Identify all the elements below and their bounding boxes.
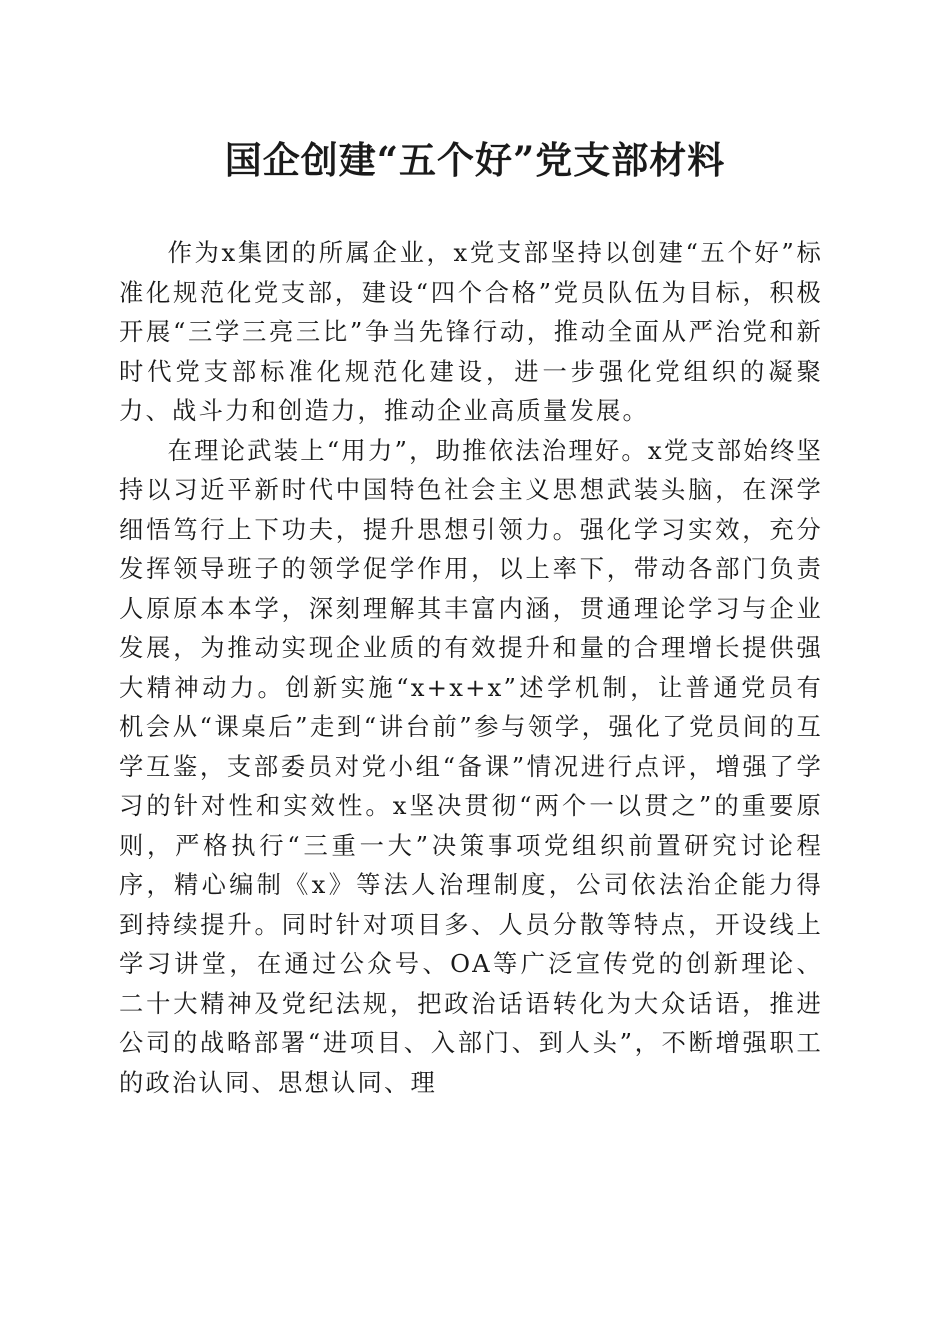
paragraph-theory: 在理论武装上“用力”，助推依法治理好。x党支部始终坚持以习近平新时代中国特色社会主义思想武装头脑，在深学细悟笃行上下功夫，提升思想引领力。强化学习实效，充分发挥领导班子的领学促学作用，以上率下，带动各部门负责人原原本本学，深刻理解其丰富内涵，贯通理论学习与企业发展，为推动实现企业质的有效提升和量的合理增长提供强大精神动力。创新实施“x+x+x”述学机制，让普通党员有机会从“课桌后”走到“讲台前”参与领学，强化了党员间的互学互鉴，支部委员对党小组“备课”情况进行点评，增强了学习的针对性和实效性。x坚决贯彻“两个一以贯之”的重要原则，严格执行“三重一大”决策事项党组织前置研究讨论程序，精心编制《x》等法人治理制度，公司依法治企能力得到持续提升。同时针对项目多、人员分散等特点，开设线上学习讲堂，在通过公众号、OA等广泛宣传党的创新理论、二十大精神及党纪法规，把政治话语转化为大众话语，推进公司的战略部署“进项目、入部门、到人头”，不断增强职工的政治认同、思想认同、理 xyxy=(119,435,823,1097)
document-title: 国企创建“五个好”党支部材料 xyxy=(224,138,726,182)
paragraph-intro: 作为x集团的所属企业，x党支部坚持以创建“五个好”标准化规范化党支部，建设“四个合格”党员队伍为目标，积极开展“三学三亮三比”争当先锋行动，推动全面从严治党和新时代党支部标准化规范化建设，进一步强化党组织的凝聚力、战斗力和创造力，推动企业高质量发展。 xyxy=(119,238,823,425)
document-body xyxy=(119,233,823,1102)
